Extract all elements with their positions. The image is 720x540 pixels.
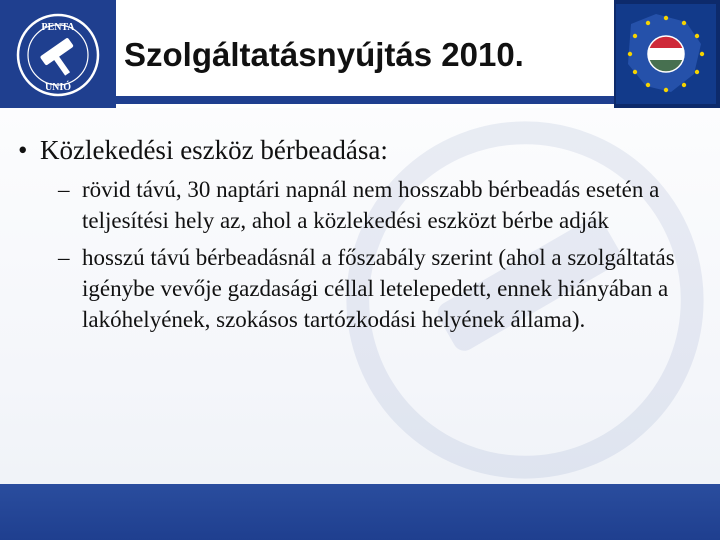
bullet-icon: •	[18, 135, 28, 165]
page-title: Szolgáltatásnyújtás 2010.	[124, 36, 524, 73]
content-area	[18, 132, 708, 335]
title-underline	[116, 96, 616, 104]
logo-text-top: PENTA	[41, 22, 75, 33]
bullet-item	[18, 132, 708, 168]
logo-text-bottom: UNIÓ	[44, 82, 72, 93]
sub-item-text: hosszú távú bérbeadásnál a főszabály szerint (ahol a szolgáltatás igénybe vevője gazdasági céllal letelepedett, ennek hiányában a lakóhelyének, szokásos tartózkodási helyének állama).	[82, 245, 675, 332]
dash-icon: –	[58, 177, 70, 202]
sub-item	[58, 174, 708, 236]
footer-band	[0, 484, 720, 540]
sub-item-text: rövid távú, 30 naptári napnál nem hosszabb bérbeadás esetén a teljesítési hely az, ahol a közlekedési eszközt bérbe adják	[82, 177, 660, 233]
bullet-text: Közlekedési eszköz bérbeadása:	[40, 135, 388, 165]
dash-icon: –	[58, 245, 70, 270]
hungary-eu-flag-icon	[616, 4, 716, 104]
penta-unio-logo	[12, 10, 104, 100]
sub-item	[58, 242, 708, 335]
